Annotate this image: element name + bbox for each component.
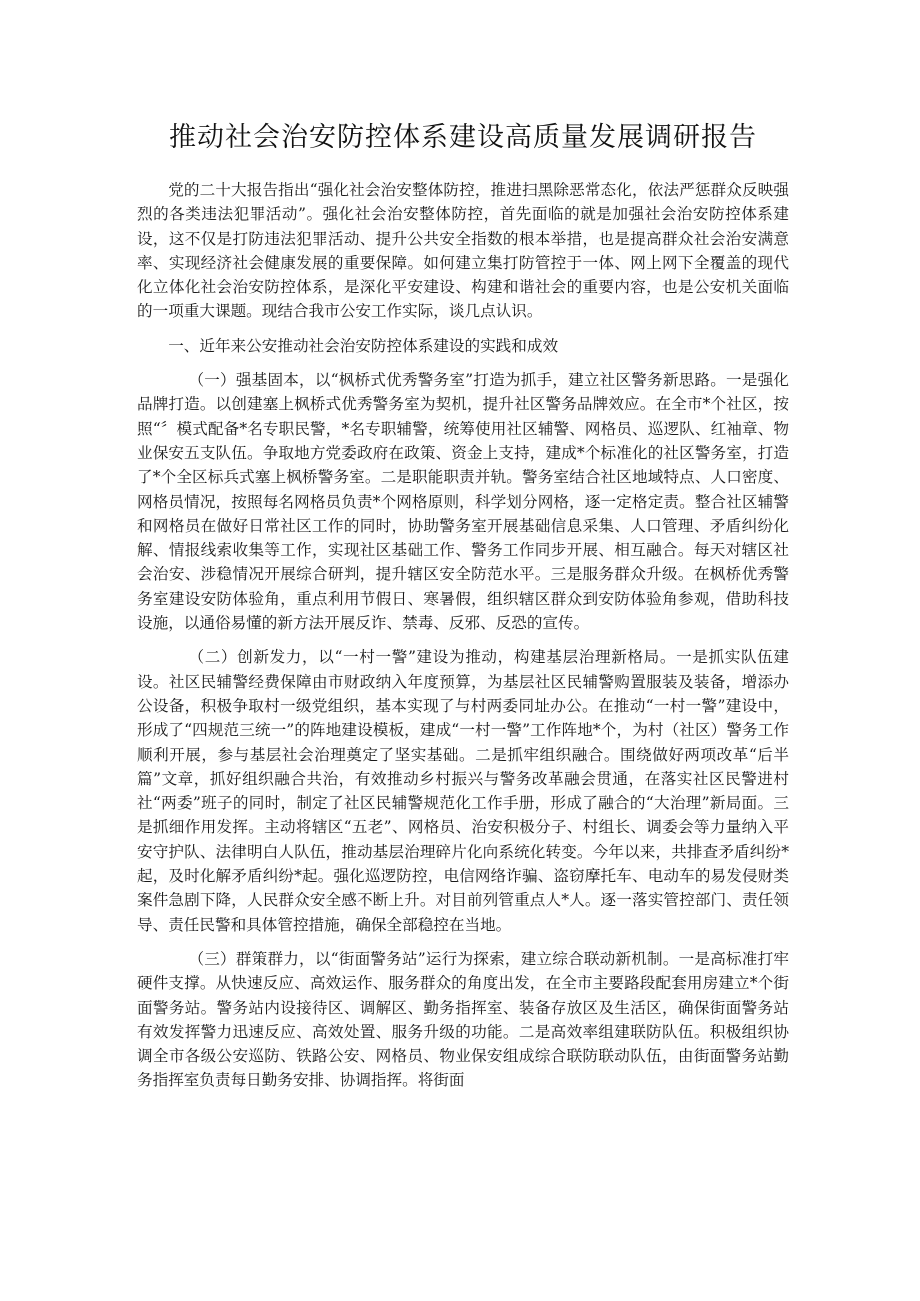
section-item-2: （二）创新发力，以“一村一警”建设为推动，构建基层治理新格局。一是抓实队伍建设。社区民辅警经费保障由市财政纳入年度预算，为基层社区民辅警购置服装及装备，增添办公设备，积极争取村一级党组织，基本实现了与村两委同址办公。在推动“一村一警”建设中，形成了“四规范三统一”的阵地建设模板，建成“一村一警”工作阵地*个，为村（社区）警务工作顺利开展，参与基层社会治理奠定了坚实基础。二是抓牢组织融合。围绕做好两项改革“后半篇”文章，抓好组织融合共治，有效推动乡村振兴与警务改革融会贯通，在落实社区民警进村社“两委”班子的同时，制定了社区民辅警规范化工作手册，形成了融合的“大治理”新局面。三是抓细作用发挥。主动将辖区“五老”、网格员、治安积极分子、村组长、调委会等力量纳入平安守护队、法律明白人队伍，推动基层治理碎片化向系统化转变。今年以来，共排查矛盾纠纷*起，及时化解矛盾纠纷*起。强化巡逻防控，电信网络诈骗、盗窃摩托车、电动车的易发侵财类案件急剧下降，人民群众安全感不断上升。对目前列管重点人*人。逐一落实管控部门、责任领导、责任民警和具体管控措施，确保全部稳控在当地。 xyxy=(137,648,789,934)
section-item-1: （一）强基固本，以“枫桥式优秀警务室”打造为抓手，建立社区警务新思路。一是强化品牌打造。以创建塞上枫桥式优秀警务室为契机，提升社区警务品牌效应。在全市*个社区，按照“〞模式配备*名专职民警，*名专职辅警，统筹使用社区辅警、网格员、巡逻队、红袖章、物业保安五支队伍。争取地方党委政府在政策、资金上支持，建成*个标准化的社区警务室，打造了*个全区标兵式塞上枫桥警务室。二是职能职责并轨。警务室结合社区地域特点、人口密度、网格员情况，按照每名网格员负责*个网格原则，科学划分网格，逐一定格定责。整合社区辅警和网格员在做好日常社区工作的同时，协助警务室开展基础信息采集、人口管理、矛盾纠纷化解、情报线索收集等工作，实现社区基础工作、警务工作同步开展、相互融合。每天对辖区社会治安、涉稳情况开展综合研判，提升辖区安全防范水平。三是服务群众升级。在枫桥优秀警务室建设安防体验角，重点利用节假日、寒暑假，组织辖区群众到安防体验角参观，借助科技设施，以通俗易懂的新方法开展反诈、禁毒、反邪、反恐的宣传。 xyxy=(137,371,789,633)
section-heading-1: 一、近年来公安推动社会治安防控体系建设的实践和成效 xyxy=(168,336,559,355)
intro-paragraph: 党的二十大报告指出“强化社会治安整体防控，推进扫黑除恶常态化，依法严惩群众反映强烈的各类违法犯罪活动”。强化社会治安整体防控，首先面临的就是加强社会治安防控体系建设，这不仅是打防违法犯罪活动、提升公共安全指数的根本举措，也是提高群众社会治安满意率、实现经济社会健康发展的重要保障。如何建立集打防管控于一体、网上网下全覆盖的现代化立体化社会治安防控体系，是深化平安建设、构建和谐社会的重要内容，也是公安机关面临的一项重大课题。现结合我市公安工作实际，谈几点认识。 xyxy=(137,181,789,321)
document-page xyxy=(137,118,789,1103)
section-item-3: （三）群策群力，以“街面警务站”运行为探索，建立综合联动新机制。一是高标准打牢硬件支撑。从快速反应、高效运作、服务群众的角度出发，在全市主要路段配套用房建立*个街面警务站。警务站内设接待区、调解区、勤务指挥室、装备存放区及生活区，确保街面警务站有效发挥警力迅速反应、高效处置、服务升级的功能。二是高效率组建联防队伍。积极组织协调全市各级公安巡防、铁路公安、网格员、物业保安组成综合联防联动队伍，由街面警务站勤务指挥室负责每日勤务安排、协调指挥。将街面 xyxy=(137,949,789,1090)
document-title: 推动社会治安防控体系建设高质量发展调研报告 xyxy=(169,122,757,153)
